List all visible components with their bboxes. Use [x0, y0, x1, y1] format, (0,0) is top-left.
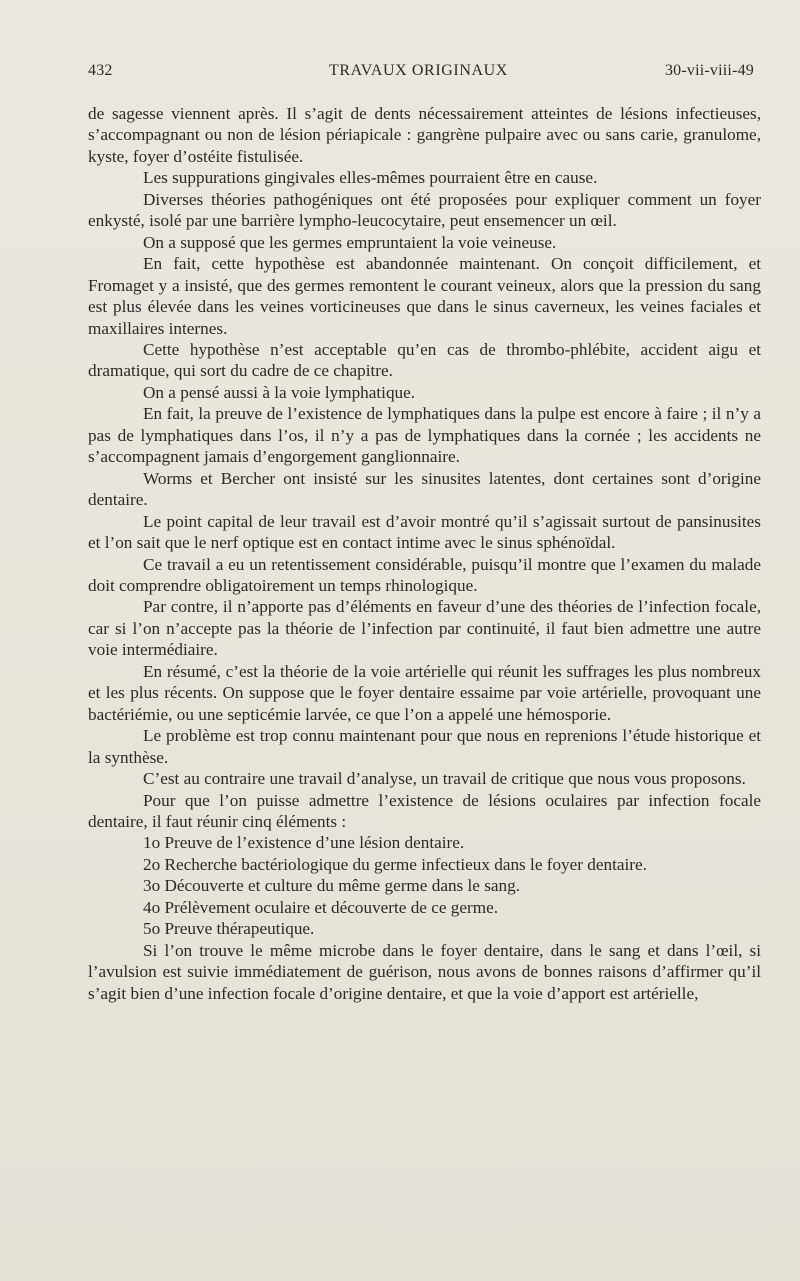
list-item: 2o Recherche bactériologique du germe infectieux dans le foyer dentaire.: [143, 854, 647, 874]
paragraph: de sagesse viennent après. Il s’agit de dents nécessairement atteintes de lésions infectieuses, s’accompagnant ou non de lésion périapicale : gangrène pulpaire avec ou sans carie, granulome, kyste, foyer d’ostéite fistulisée.: [88, 104, 761, 166]
paragraph: Worms et Bercher ont insisté sur les sinusites latentes, dont certaines sont d’origine dentaire.: [88, 468, 761, 510]
paragraph: En résumé, c’est la théorie de la voie artérielle qui réunit les suffrages les plus nombreux et les plus récents. On suppose que le foyer dentaire essaime par voie artérielle, provoquant une bactériémie, ou une septicémie larvée, ce que l’on a appelé une hémosporie.: [88, 661, 761, 724]
paragraph: C’est au contraire une travail d’analyse, un travail de critique que nous vous proposons.: [143, 769, 746, 789]
list-item: 1o Preuve de l’existence d’une lésion dentaire.: [143, 833, 465, 853]
list-item: 5o Preuve thérapeutique.: [143, 919, 315, 939]
issue-date: 30-vii-viii-49: [664, 62, 754, 79]
list-item: 3o Découverte et culture du même germe dans le sang.: [143, 876, 521, 896]
paragraph: Le point capital de leur travail est d’avoir montré qu’il s’agissait surtout de pansinusites et l’on sait que le nerf optique est en contact intime avec le sinus sphénoïdal.: [88, 511, 761, 553]
paragraph: Le problème est trop connu maintenant pour que nous en reprenions l’étude historique et la synthèse.: [88, 726, 761, 767]
paragraph: Par contre, il n’apporte pas d’éléments en faveur d’une des théories de l’infection focale, car si l’on n’accepte pas la théorie de l’infection par continuité, il faut bien admettre une autre voie intermédiaire.: [88, 597, 761, 660]
page-number: 432: [88, 62, 113, 79]
paragraph: En fait, la preuve de l’existence de lymphatiques dans la pulpe est encore à faire ; il n’y a pas de lymphatiques dans l’os, il n’y a pas de lymphatiques dans la cornée ; les accidents ne s’accompagnent jamais d’engorgement ganglionnaire.: [88, 404, 761, 467]
paragraph: Les suppurations gingivales elles-mêmes pourraient être en cause.: [143, 168, 598, 188]
running-title: TRAVAUX ORIGINAUX: [329, 62, 508, 79]
paragraph: Ce travail a eu un retentissement considérable, puisqu’il montre que l’examen du malade doit comprendre obligatoirement un temps rhinologique.: [88, 554, 761, 595]
paragraph: On a supposé que les germes empruntaient la voie veineuse.: [143, 232, 557, 252]
list-item: 4o Prélèvement oculaire et découverte de ce germe.: [143, 897, 499, 917]
running-head: [88, 62, 760, 86]
paragraph: Cette hypothèse n’est acceptable qu’en cas de thrombo-phlébite, accident aigu et dramatique, qui sort du cadre de ce chapitre.: [88, 339, 761, 381]
paragraph: Diverses théories pathogéniques ont été proposées pour expliquer comment un foyer enkysté, isolé par une barrière lympho-leucocytaire, peut ensemencer un œil.: [88, 189, 761, 231]
paragraph: En fait, cette hypothèse est abandonnée maintenant. On conçoit difficilement, et Fromaget y a insisté, que des germes remontent le courant veineux, alors que la pression du sang est plus élevée dans les veines vorticineuses que dans le sinus caverneux, les veines faciales et maxillaires internes.: [88, 254, 761, 338]
paragraph: Si l’on trouve le même microbe dans le foyer dentaire, dans le sang et dans l’œil, si l’avulsion est suivie immédiatement de guérison, nous avons de bonnes raisons d’affirmer qu’il s’agit bien d’une infection focale d’origine dentaire, et que la voie d’apport est artérielle,: [88, 940, 761, 1003]
paragraph: Pour que l’on puisse admettre l’existence de lésions oculaires par infection focale dentaire, il faut réunir cinq éléments :: [88, 790, 761, 831]
paragraph: On a pensé aussi à la voie lymphatique.: [143, 382, 416, 402]
body-text: [88, 103, 761, 1004]
